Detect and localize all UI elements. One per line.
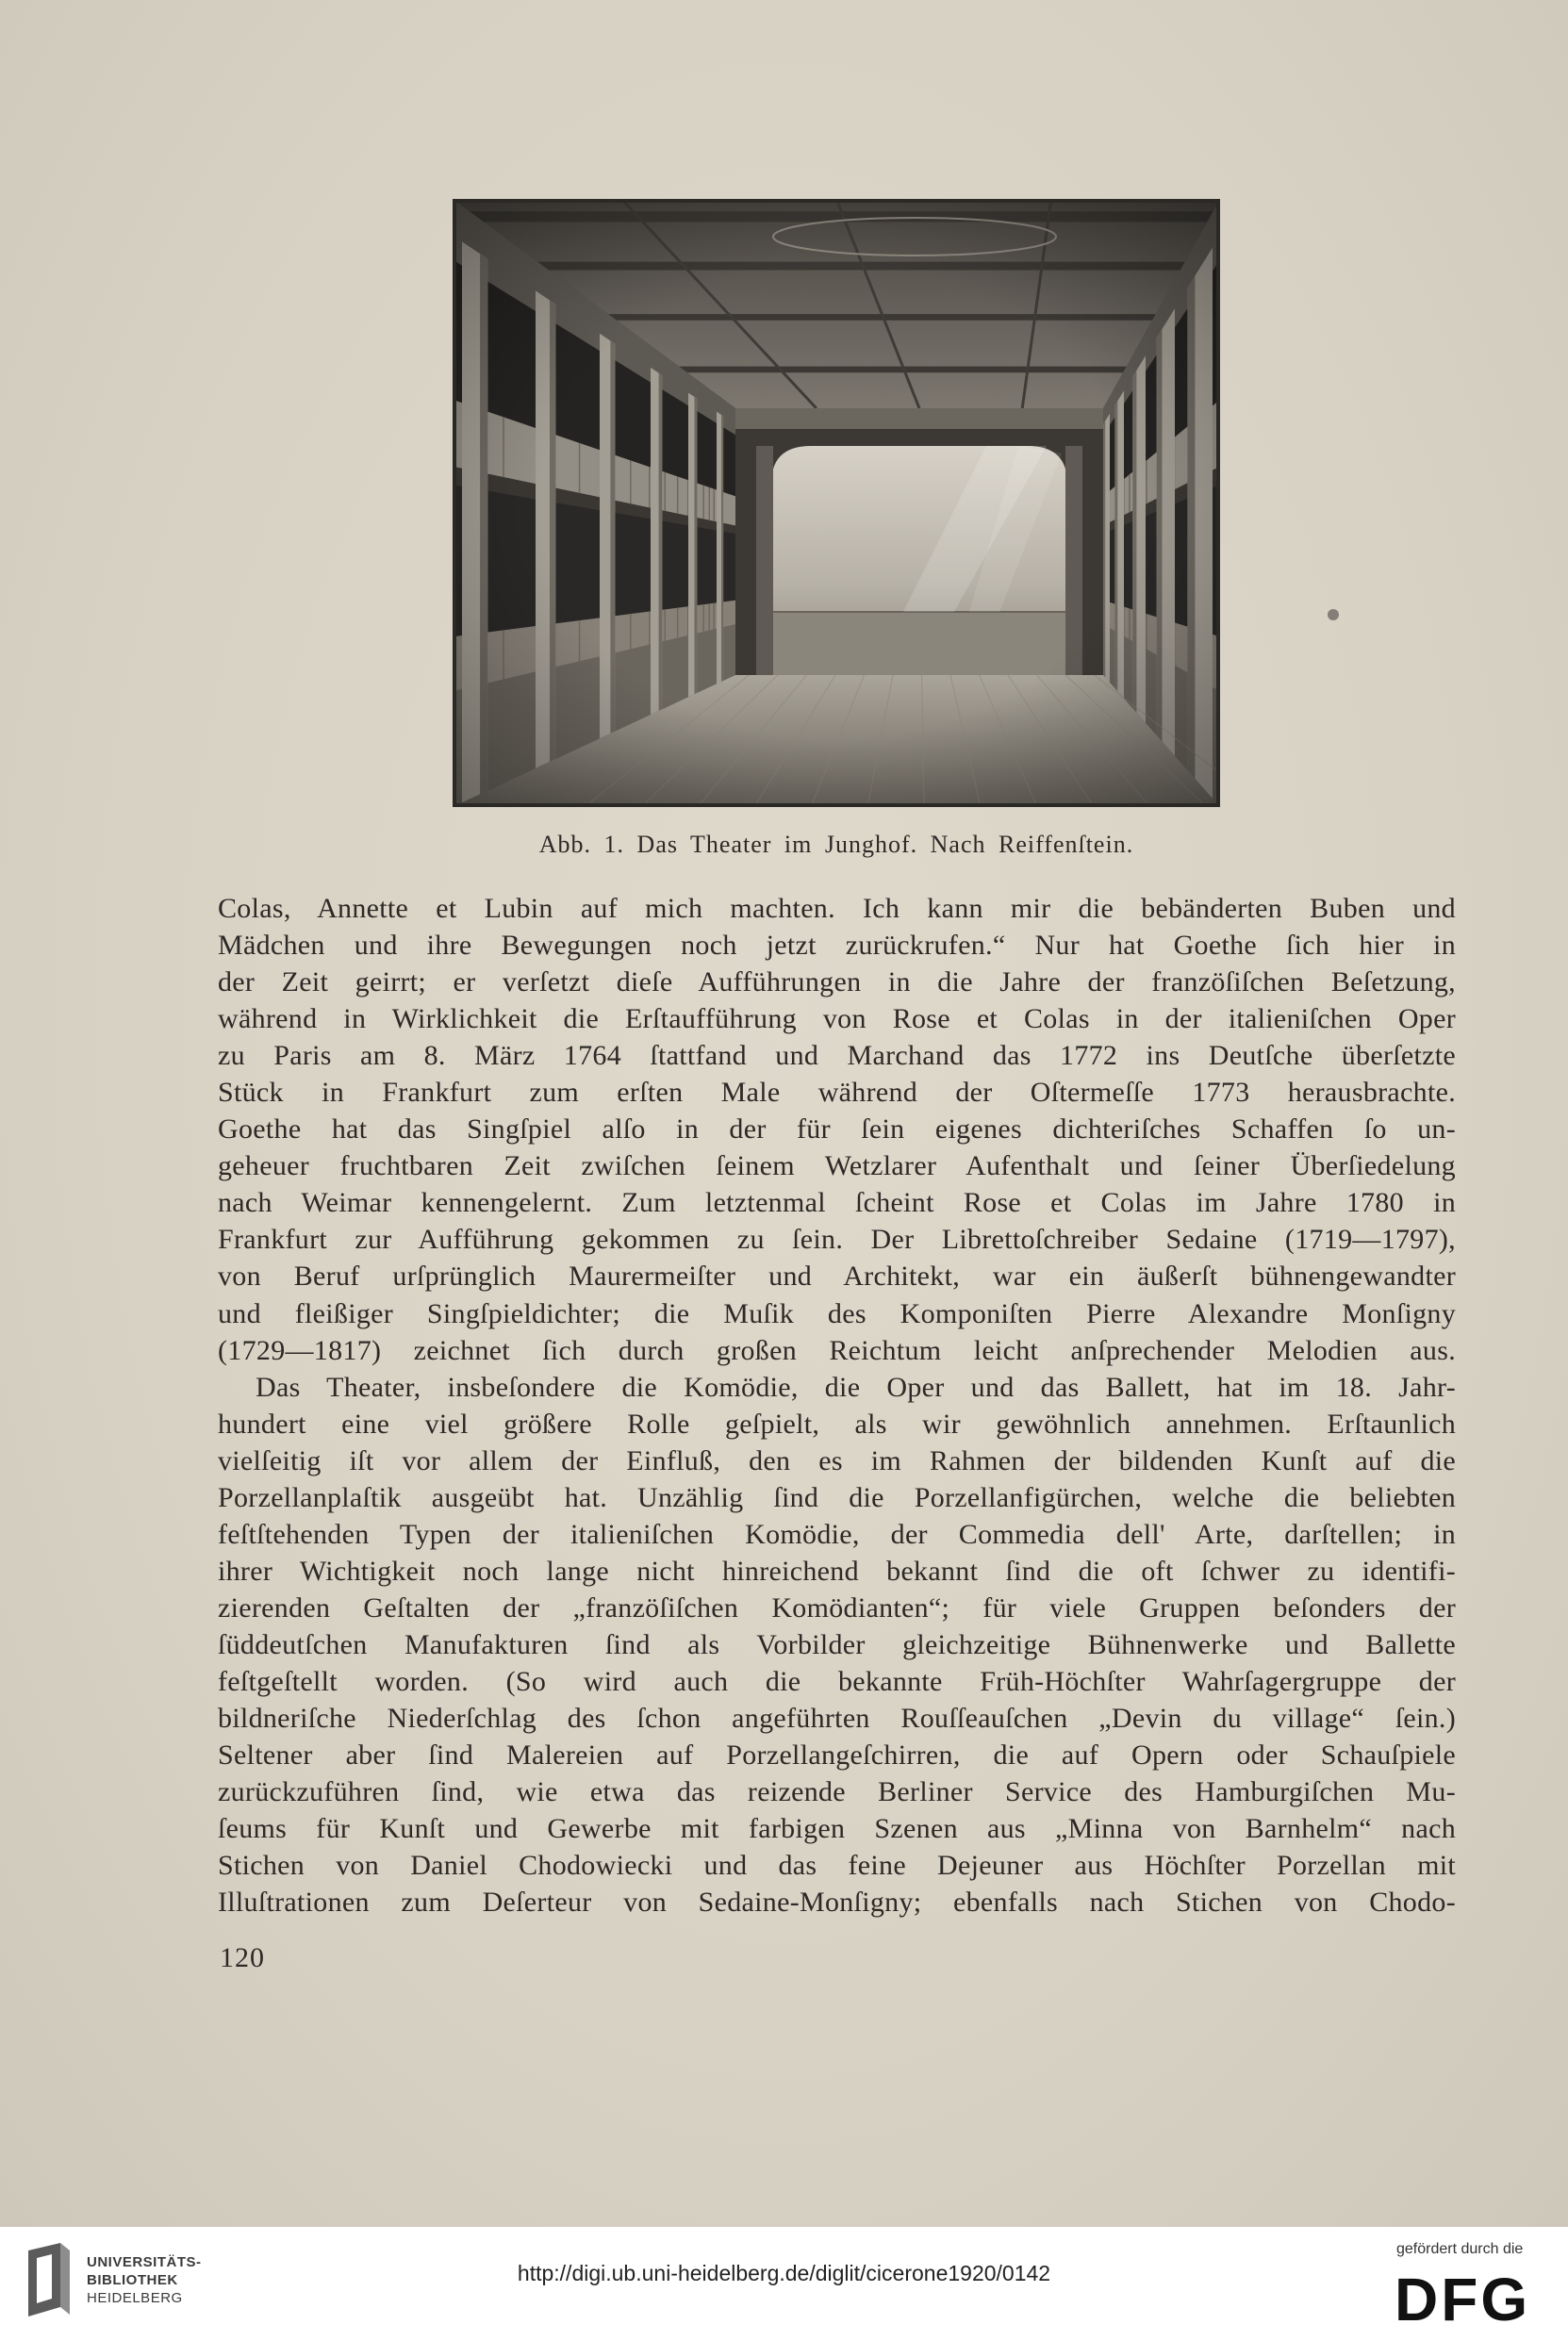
- figure: [453, 199, 1220, 807]
- body-text: [218, 890, 1456, 1921]
- text-line: Porzellanplaſtik ausgeübt hat. Unzählig ſind die Porzellanfigürchen, welche die beliebten: [218, 1481, 1456, 1513]
- text-line: geheuer fruchtbaren Zeit zwiſchen ſeinem Wetzlarer Aufenthalt und ſeiner Überſiedelung: [218, 1150, 1456, 1182]
- text-line: (1729—1817) zeichnet ſich durch großen Reichtum leicht anſprechender Melodien aus.: [218, 1334, 1456, 1366]
- text-line: Colas, Annette et Lubin auf mich machten. Ich kann mir die bebänderten Buben und: [218, 893, 1456, 924]
- library-name-line: UNIVERSITÄTS-: [87, 2254, 202, 2270]
- text-line: zierenden Geſtalten der „franzöſiſchen Komödianten“; für viele Gruppen beſonders der: [218, 1591, 1456, 1624]
- figure-caption: Abb. 1. Das Theater im Junghof. Nach Reiffenſtein.: [538, 831, 1134, 858]
- text-line: Seltener aber ſind Malereien auf Porzellangeſchirren, die auf Opern oder Schauſpiele: [218, 1739, 1456, 1772]
- library-name-line: HEIDELBERG: [87, 2290, 183, 2306]
- paragraph-first-line: Das Theater, insbeſondere die Komödie, die Oper und das Ballett, hat im 18. Jahr-: [256, 1371, 1456, 1403]
- text-line: Frankfurt zur Aufführung gekommen zu ſein. Der Librettoſchreiber Sedaine (1719—1797),: [218, 1224, 1456, 1256]
- text-line: Mädchen und ihre Bewegungen noch jetzt zurückrufen.“ Nur hat Goethe ſich hier in: [218, 930, 1456, 962]
- text-line: Illuſtrationen zum Deſerteur von Sedaine-Monſigny; ebenfalls nach Stichen von Chodo-: [218, 1887, 1456, 1919]
- footer-bar: [0, 2227, 1568, 2341]
- text-line: zu Paris am 8. März 1764 ſtattfand und Marchand das 1772 ins Deutſche überſetzte: [218, 1040, 1456, 1072]
- text-line: Goethe hat das Singſpiel alſo in der für ſein eigenes dichteriſches Schaffen ſo un-: [218, 1113, 1456, 1146]
- text-line: ſeums für Kunſt und Gewerbe mit farbigen Szenen aus „Minna von Barnhelm“ nach: [218, 1813, 1456, 1845]
- text-line: feſtgeſtellt worden. (So wird auch die bekannte Früh-Höchſter Wahrſagergruppe der: [218, 1665, 1456, 1697]
- library-name-line: BIBLIOTHEK: [87, 2272, 178, 2288]
- paper-spot: [1328, 609, 1339, 620]
- page-number: 120: [220, 1942, 265, 1973]
- funding-note: gefördert durch die: [1396, 2241, 1524, 2257]
- dfg-logo: DFG: [1395, 2266, 1531, 2333]
- text-line: und fleißiger Singſpieldichter; die Muſik des Komponiſten Pierre Alexandre Monſigny: [218, 1297, 1456, 1329]
- text-line: der Zeit geirrt; er verſetzt dieſe Aufführungen in die Jahre der franzöſiſchen Beſetzung,: [218, 966, 1456, 998]
- text-line: nach Weimar kennengelernt. Zum letztenmal ſcheint Rose et Colas im Jahre 1780 in: [218, 1187, 1456, 1219]
- text-line: bildneriſche Niederſchlag des ſchon angeführten Rouſſeauſchen „Devin du village“ ſein.): [218, 1703, 1456, 1735]
- text-line: ihrer Wichtigkeit noch lange nicht hinreichend bekannt ſind die oft ſchwer zu identifi-: [218, 1555, 1456, 1587]
- text-line: Stück in Frankfurt zum erſten Male während der Oſtermeſſe 1773 herausbrachte.: [218, 1077, 1456, 1109]
- text-line: hundert eine viel größere Rolle geſpielt, als wir gewöhnlich annehmen. Erſtaunlich: [218, 1408, 1456, 1440]
- text-line: während in Wirklichkeit die Erſtaufführung von Rose et Colas in der italieniſchen Oper: [218, 1003, 1456, 1035]
- figure-theater-image: [453, 199, 1220, 807]
- figure-vignette: [453, 199, 1220, 807]
- permalink-url[interactable]: http://digi.ub.uni-heidelberg.de/diglit/cicerone1920/0142: [517, 2261, 1051, 2285]
- text-line: vielſeitig iſt vor allem der Einfluß, den es im Rahmen der bildenden Kunſt auf die: [218, 1444, 1456, 1476]
- text-line: Stichen von Daniel Chodowiecki und das feine Dejeuner aus Höchſter Porzellan mit: [218, 1850, 1456, 1882]
- text-line: feſtſtehenden Typen der italieniſchen Komödie, der Commedia dell' Arte, darſtellen; in: [218, 1518, 1456, 1550]
- text-line: von Beruf urſprünglich Maurermeiſter und Architekt, war ein äußerſt bühnengewandter: [218, 1261, 1456, 1293]
- text-line: ſüddeutſchen Manufakturen ſind als Vorbilder gleichzeitige Bühnenwerke und Ballette: [218, 1628, 1456, 1660]
- text-line: zurückzuführen ſind, wie etwa das reizende Berliner Service des Hamburgiſchen Mu-: [218, 1776, 1456, 1808]
